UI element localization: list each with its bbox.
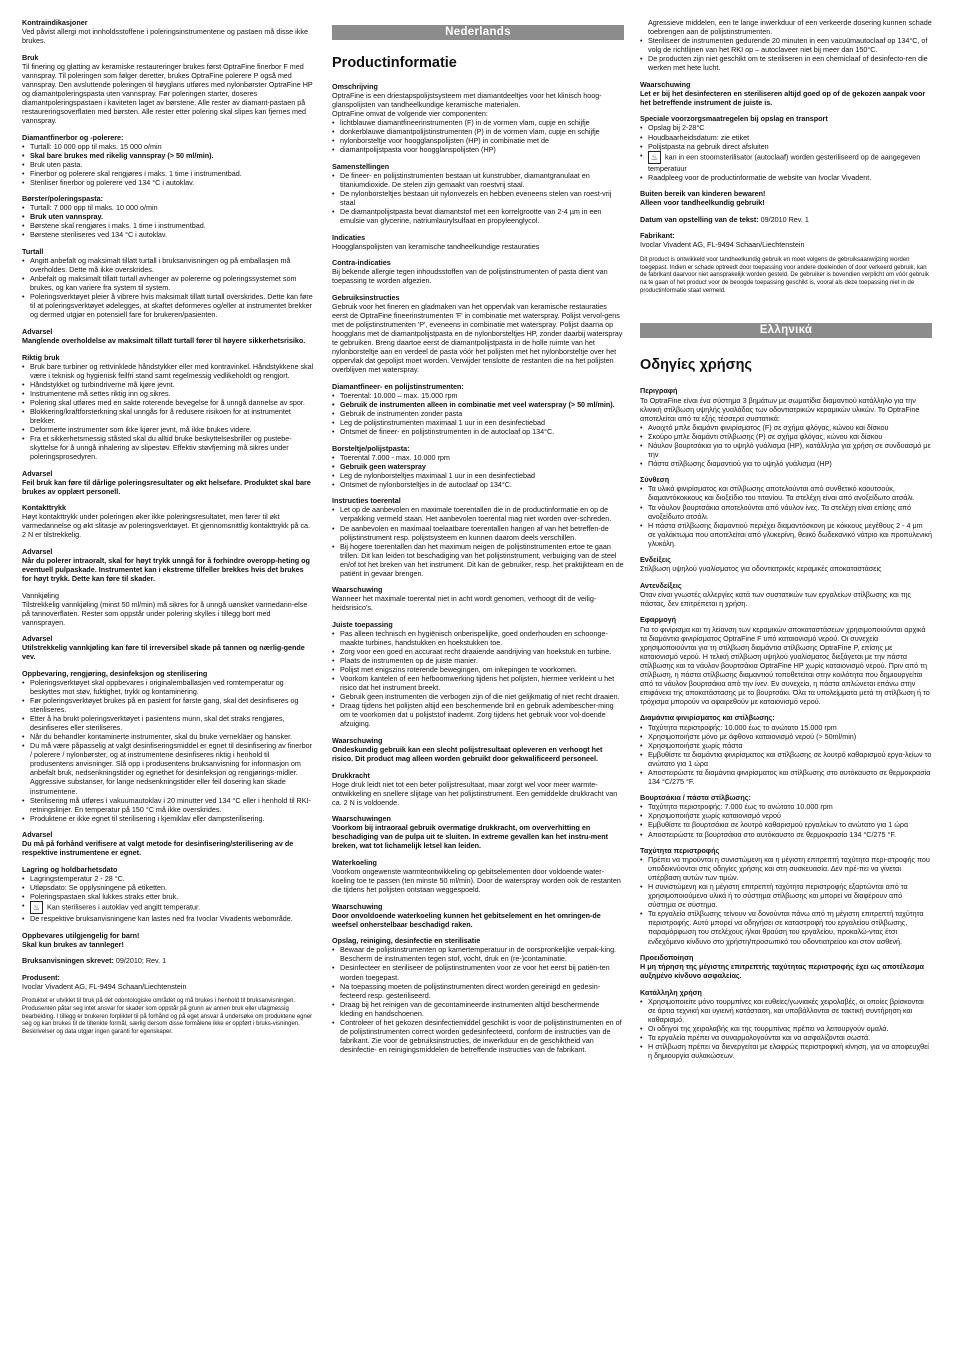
- section-fabrikant: [640, 231, 932, 249]
- warning-line: Skal kun brukes av tannleger!: [22, 939, 124, 949]
- section-juiste-toepassing: [332, 620, 624, 729]
- section-heading: Contra-indicaties: [332, 258, 391, 268]
- bullet-list: [22, 256, 314, 319]
- section-heading: Speciale voorzorgsmaatregelen bij opslag en transport: [640, 114, 828, 124]
- section-text: Høyt kontakttrykk under poleringen øker ikke poleringsresultatet, men fører til økt varmedannelse og økt slitasje av poleringsverktøyet. Et gjennomsnittlig kontakttrykk på ca. 2 N er tilstrekkelig.: [22, 512, 311, 540]
- bullet-list: [640, 123, 932, 181]
- section-toerental: [332, 496, 624, 577]
- bullet-list: [640, 997, 932, 1060]
- section-advarsel: [22, 830, 314, 857]
- section-advarsel: [22, 327, 314, 345]
- list-item: • Νάυλον βουρτσάκια για το υψηλό γυάλισμα (HP), κατάλληλα για χρήση σε συνδυασμό με την: [640, 441, 932, 459]
- section-heading: Gebruiksinstructies: [332, 292, 400, 302]
- list-item: • Χρησιμοποιήστε μόνο με άφθονο καταιονισμό νερού (> 50ml/min): [640, 732, 932, 741]
- section-text: Utilstrekkelig vannkjøling kan føre til irreversibel skade på tannen og nærlig-gende vev.: [22, 643, 305, 662]
- section-diamantia: [640, 713, 932, 785]
- bullet-list: [22, 874, 314, 923]
- section-heading: Waarschuwingen: [332, 814, 391, 824]
- list-item: • Ταχύτητα περιστροφής: 7.000 έως το ανώτατο 10.000 rpm: [640, 802, 932, 811]
- bullet-list: [640, 723, 932, 786]
- section-heading: Drukkracht: [332, 770, 370, 780]
- section-borster: [22, 194, 314, 239]
- section-endeixeis: [640, 555, 932, 573]
- list-item: • diamantpolijstpasta voor hoogglanspolijsten (HP): [332, 145, 624, 154]
- section-voorzorg: [640, 114, 932, 181]
- section-waarschuwing: [332, 902, 624, 929]
- section-opslag-continued: [640, 18, 932, 72]
- section-text: Wanneer het maximale toerental niet in acht wordt genomen, verhoogt dit de veilig-heidsrisico's.: [332, 594, 597, 613]
- section-heading: Oppbevaring, rengjøring, desinfeksjon og sterilisering: [22, 668, 208, 678]
- list-item: • Gebruik de instrumenten alleen in combinatie met veel waterspray (> 50 ml/min).: [332, 400, 624, 409]
- section-gebruiksinstructies: [332, 293, 624, 374]
- section-written-date: [22, 956, 314, 965]
- section-produsent: [22, 973, 314, 991]
- autoclave-icon: ♨: [30, 901, 43, 914]
- section-waarschuwing: [332, 736, 624, 763]
- list-item: • Zorg voor een goed en accuraat recht draaiende aandrijving van hoekstuk en turbine.: [332, 647, 624, 656]
- section-waterkoeling: [332, 858, 624, 894]
- list-item: • Opslag bij 2-28°C: [640, 123, 932, 132]
- section-heading: Kontraindikasjoner: [22, 18, 88, 27]
- date-label: Bruksanvisningen skrevet:: [22, 956, 114, 966]
- section-heading: Εφαρμογή: [640, 615, 676, 625]
- section-text: Η μη τήρηση της μέγιστης επιτρεπτής ταχύτητας περιστροφής έχει ως αποτέλεσμα αυξημένο κίνδυνο ασφαλείας.: [640, 962, 924, 981]
- language-header: Nederlands: [332, 25, 624, 40]
- list-item: • lichtblauwe diamantfineerinstrumenten (F) in de vormen vlam, cupje en schijfje: [332, 118, 624, 127]
- list-item: • Lagringstemperatur 2 - 28 °C.: [22, 874, 314, 883]
- list-item: • Controleer of het gekozen desinfectiemiddel geschikt is voor de polijstinstrumenten en of de polijstinstrumenten correct worden gedesinfecteerd, conform de instructies van de fabrikant. Zie voor de gebruiksinstructies, de inwerkduur en de geschiktheid van desinfectie- en reinigingsmiddelen de betreffende instructies van de fabrikant.: [332, 1018, 624, 1054]
- list-item: • Raadpleeg voor de productinformatie de website van Ivoclar Vivadent.: [640, 173, 932, 182]
- column-dutch-greek: [640, 18, 932, 1068]
- section-text: Agressieve middelen, een te lange inwerkduur of een verkeerde dosering kunnen schade toebrengen aan de polijstinstrumenten.: [648, 18, 932, 37]
- section-heading: Waarschuwing: [332, 736, 383, 745]
- list-item: • Πάστα στίλβωσης διαμαντιού για το υψηλό γυάλισμα (HP): [640, 459, 932, 468]
- list-item: • Toerental 7.000 - max. 10.000 rpm: [332, 453, 624, 462]
- section-omschrijving: [332, 82, 624, 154]
- list-item: • Gebruik geen instrumenten die verbogen zijn of die niet gelijkmatig of niet recht draaien.: [332, 692, 624, 701]
- section-drukkracht: [332, 771, 624, 807]
- section-heading: Borsteltje/polijstpasta:: [332, 443, 410, 453]
- list-item: • Bruk bare turbiner og rettvinklede håndstykker eller med kontravinkel. Håndstykkene skal være i teknisk og hygienisk feilfri stand samt regelmessig vedlikeholdt og rengjort.: [22, 362, 314, 380]
- list-item: • Εμβυθίστε τα βουρτσάκια σε λουτρό καθαρισμού εργαλείων το ανώτατο για 1 ώρα: [640, 820, 932, 829]
- section-heading: Προειδοποίηση: [640, 953, 694, 963]
- list-item: • Πρέπει να τηρούνται η συνιστώμενη και η μέγιστη επιτρεπτή ταχύτητα περι-στροφής που υποδεικνύονται στις οδηγίες χρήσης και στη συσκευασία. Δεν πρέ-πει να γίνεται υπέρβαση αυτών των τιμών.: [640, 855, 932, 882]
- list-item: • Τα υλικά φινιρίσματος και στίλβωσης αποτελούνται από συνθετικό καουτσούκ, διαμαντόκοκκους και διοξείδιο του τιτανίου. Τα στελέχη είναι από ανοξείδωτο ατσάλι.: [640, 484, 932, 502]
- list-item: • Desinfecteer en steriliseer de polijstinstrumenten voor ze voor het eerst bij patiën-ten worden toegepast.: [332, 963, 624, 981]
- section-heading: Lagring og holdbarhetsdato: [22, 864, 118, 874]
- section-text: Hoogglanspolijsten van keramische tandheelkundige restauraties: [332, 241, 540, 251]
- list-item: • Før poleringsverktøyet brukes på en pasient for første gang, skal det desinfiseres og steriliseres.: [22, 696, 314, 714]
- section-waarschuwing: [332, 585, 624, 612]
- section-text: Ondeskundig gebruik kan een slecht polijstresultaat opleveren en verhoogt het risico. Dit product mag alleen worden gebruikt door gekwalificeerd personeel.: [332, 745, 603, 764]
- section-indicaties: [332, 233, 624, 251]
- list-item: • Finerbor og polerere skal rengjøres i maks. 1 time i instrumentbad.: [22, 169, 314, 178]
- list-item: • Fra et sikkerhetsmessig ståsted skal du alltid bruke beskyttelsesbriller og pustebe-skyttelse for å unngå inhalering av slipestøv. Effektiv støvfjerning må sikres under poleringsprosedyren.: [22, 434, 314, 461]
- section-katallili-xrisi: [640, 988, 932, 1060]
- list-item: • Η πάστα στίλβωσης διαμαντιού περιέχει διαμαντόσκονη με κόκκους μεγέθους 2 - 4 μm σε γαλάκτωμα που αποτελείται από γλυκερίνη, θειικό δωδεκανικό νάτριο και προπυλενική γλυκόλη.: [640, 521, 932, 548]
- bullet-list: [332, 629, 624, 729]
- list-item: • Leg de nylonborsteltjes maximaal 1 uur in een desinfectiebad: [332, 471, 624, 480]
- list-item: • Steriliseer de instrumenten gedurende 20 minuten in een vacuümautoclaaf op 134°C, of volg de richtlijnen van het RKI op – autoclaveer niet bij meer dan 150°C.: [640, 36, 932, 54]
- bullet-list: [640, 36, 932, 72]
- list-item: • Bruk uten pasta.: [22, 160, 314, 169]
- bullet-list: [332, 118, 624, 154]
- section-bruk: [22, 53, 314, 125]
- section-text: Ivoclar Vivadent AG, FL-9494 Schaan/Liechtenstein: [640, 240, 805, 250]
- list-item: • Toerental: 10.000 – max. 15.000 rpm: [332, 391, 624, 400]
- section-text: Let er bij het desinfecteren en steriliseren altijd goed op of de gekozen aanpak voor het betreffende instrument de juiste is.: [640, 88, 926, 107]
- autoclave-icon: ♨: [648, 151, 661, 164]
- section-text: Door onvoldoende waterkoeling kunnen het gebitselement en het omringen-de weefsel onherstelbaar beschadigd raken.: [332, 910, 601, 929]
- section-text: Το OptraFine είναι ένα σύστημα 3 βημάτων με σωματίδια διαμαντιού κατάλληλο για την κλινική στίλβωση υψηλής γυαλάδας των οδοντιατρικών κεραμικών υλικών. Το OptraFine αποτελείται από τα εξής τέσσερα συστατικά:: [640, 395, 920, 423]
- section-heading: Waarschuwing: [332, 585, 383, 595]
- list-item-text: kan in een stoomsterilisator (autoclaaf) worden gesteriliseerd op de aangegeven temperatuur: [648, 152, 921, 173]
- section-borsteltje: [332, 444, 624, 489]
- section-contra-indicaties: [332, 258, 624, 285]
- section-diamantfinerbor: [22, 133, 314, 187]
- list-item: • Voorkom kantelen of een hefboomwerking tijdens het polijsten, hiermee verkleint u het risico dat het instrument breekt.: [332, 674, 624, 692]
- list-item: • Τα εργαλεία πρέπει να συναρμολογούνται και να ασφαλίζονται σωστά.: [640, 1033, 932, 1042]
- list-item: • Utløpsdato: Se opplysningene på etiketten.: [22, 883, 314, 892]
- section-text: Til finering og glatting av keramiske restaureringer brukes først OptraFine finerbor F med vannspray. Til poleringen som følger deretter, brukes OptraFine polerere P også med vannspray. Den avsluttende poleringen til høyglans utføres med nylonbørster OptraFine HP og diamantpoleringspasta uten vannspray. Før poleringen starter, doseres diamantpoleringspastaen i kaviteten laget av børstene. Alle rester av diamant-pastaen på restaureringsoverflaten med børsten. Alle rester etter polering skal slipes kan fjernes med vannspray.: [22, 61, 313, 125]
- section-advarsel: [22, 547, 314, 583]
- list-item: • Polijst met enigszins roterende bewegingen, om inkepingen te voorkomen.: [332, 665, 624, 674]
- warning-line: Oppbevares utilgjengelig for barn!: [22, 930, 140, 940]
- list-item: • Χρησιμοποιήστε χωρίς πάστα: [640, 741, 932, 750]
- bullet-list: [332, 453, 624, 489]
- list-item: • Bruk uten vannspray.: [22, 212, 314, 221]
- list-item: • Bewaar de polijstinstrumenten op kamertemperatuur in de oorspronkelijke verpak-king. Bescherm de instrumenten tegen stof, vocht, druk en (re-)contaminatie.: [332, 945, 624, 963]
- section-text: Στίλβωση υψηλού γυαλίσματος για οδοντιατρικές κεραμικές αποκαταστάσεις: [640, 564, 882, 574]
- list-item: • Poleringsverktøyet pleier å vibrere hvis maksimalt tillatt turtall overskrides. Dette kan føre til at poleringsverktøyet ødelegges, at skaftet deformeres og/eller at instrumentet brekker og dermed utgjør en potensiell fare for brukeren/pasienten.: [22, 292, 314, 319]
- list-item: • Houdbaarheidsdatum: zie etiket: [640, 133, 932, 142]
- section-heading: Juiste toepassing: [332, 619, 393, 629]
- section-heading: Αντενδείξεις: [640, 580, 682, 590]
- list-item: • nylonborsteltje voor hoogglanspolijsten (HP) in combinatie met de: [332, 136, 624, 145]
- section-heading: Διαμάντια φινιρίσματος και στίλβωσης:: [640, 713, 775, 723]
- disclaimer-text: Produktet er utviklet til bruk på det odontologiske området og må brukes i henhold til bruksanvisningen. Produsenten påtar seg intet ansvar for skader som oppstår på grunn av annen bruk eller ufagmessig bearbeiding. I tillegg er brukeren forpliktet til på forhånd og på eget ansvar å undersøke om produktene egner seg og kan brukes til de tiltenkte formål, særlig dersom disse formålene ikke er oppført i bruks-visningen. Beskrivelser og data utgjør ingen garanti for egenskaper.: [22, 998, 313, 1036]
- list-item: • Instrumentene må settes riktig inn og sikres.: [22, 389, 314, 398]
- column-dutch: [332, 18, 624, 1061]
- list-item: • Εμβυθίστε τα διαμάντια φινιρίσματος και στίλβωσης σε λουτρό καθαρισμού εργα-λείων το ανώτατο για 1 ώρα: [640, 750, 932, 768]
- list-item-text: Kan steriliseres i autoklav ved angitt temperatur.: [47, 902, 201, 912]
- list-item: • Turtall: 7 000 opp til maks. 10 000 o/min: [22, 203, 314, 212]
- list-item: [640, 151, 932, 173]
- list-item: • Produktene er ikke egnet til sterilisering i kjemiklav eller dampsterilisering.: [22, 814, 314, 823]
- section-perigrafi: [640, 386, 932, 467]
- section-taxytita: [640, 846, 932, 946]
- section-vannkjoling: [22, 591, 314, 627]
- section-heading: Waarschuwing: [332, 901, 383, 911]
- bullet-list: [332, 391, 624, 436]
- list-item: • De respektive bruksanvisningene kan lastes ned fra Ivoclar Vivadents webområde.: [22, 914, 314, 923]
- section-text: Når du polerer intraoralt, skal for høyt trykk unngå for å forhindre overopp-heting og eventuell pulpaskade. Instrumentet kan i ekstreme tilfeller brekkes hvis det brukes for høyt trykk. Dette kan føre til skader.: [22, 555, 310, 584]
- section-vourtsakia: [640, 793, 932, 838]
- list-item: • De diamantpolijstpasta bevat diamantstof met een korrelgrootte van 2-4 µm in een emulsie van glycerine, natriumlaurylsulfaat en propyleenglycol.: [332, 207, 624, 225]
- list-item: • Αποστειρώστε τα βουρτσάκια στο αυτόκαυστο σε θερμοκρασία 134 °C/275 °F.: [640, 830, 932, 839]
- list-item: • Let op de aanbevolen en maximale toerentallen die in de productinformatie en op de verpakking vermeld staan. Het aanbevolen toerental mag niet worden over-schreden.: [332, 505, 624, 523]
- section-advarsel: [22, 634, 314, 661]
- list-item: • Turtall: 10 000 opp til maks. 15 000 o/min: [22, 142, 314, 151]
- section-text: Bij bekende allergie tegen inhoudsstoffen van de polijstinstrumenten of pasta dient van toepassing te worden afgezien.: [332, 267, 608, 286]
- section-efarmogi: [640, 615, 932, 705]
- list-item: • Σκούρο μπλε διαμάντι στίλβωσης (P) σε σχήμα φλόγας, κώνου και δίσκου: [640, 432, 932, 441]
- section-heading: Ενδείξεις: [640, 555, 671, 565]
- section-text: Ivoclar Vivadent AG, FL-9494 Schaan/Liechtenstein: [22, 981, 187, 991]
- section-text: Gebruik voor het fineren en gladmaken van het oppervlak van keramische restauraties eerst de OptraFine fineerinstrumenten 'F' in combinatie met waterspray. Polijst vervol-gens met de polijstinstrumenten 'P', eveneens in combinatie met waterspray. Polijst daarna op hoogglans met de diamantpolijstpasta en de nylonborsteltjes HP, zonder daarbij waterspray te gebruiken. Breng daartoe eerst de diamantpolijstpasta in de holle ruimte van het nylonborsteltje aan en verdeel de pasta vóór het polijsten met het nylonborsteltje over het oppervlak dat gepolijst moet worden. Verwijder tenslotte de restanten die na het polijsten overblijven met waterspray.: [332, 301, 623, 375]
- section-samenstellingen: [332, 162, 624, 225]
- section-heading: Waterkoeling: [332, 858, 377, 868]
- list-item: • Η στίλβωση πρέπει να διενεργείται με ελαφρώς περιστροφική κίνηση, για να αποφευχθεί η δημιουργία αυλακώσεων.: [640, 1042, 932, 1060]
- list-item: • Χρησιμοποιείτε μόνο τουρμπίνες και ευθείες/γωνιακές χειρολαβές, οι οποίες βρίσκονται σε άρτια τεχνική και υγιεινή κατάσταση, και υποβάλλονται σε τακτική συντήρηση και καθαρισμό.: [640, 997, 932, 1024]
- section-heading: Bruk: [22, 52, 39, 62]
- list-item: • Skal bare brukes med rikelig vannspray (> 50 ml/min).: [22, 151, 314, 160]
- list-item: • Når du behandler kontaminerte instrumenter, skal du bruke vernekläer og hansker.: [22, 732, 314, 741]
- section-riktig-bruk: [22, 353, 314, 462]
- date-value: 09/2010 Rev. 1: [760, 214, 809, 224]
- list-item: • Gebruik geen waterspray: [332, 462, 624, 471]
- list-item: • Anbefalt og maksimalt tillatt turtall avhenger av polererne og poleringssystemet som brukes, og kan variere fra system til system.: [22, 274, 314, 292]
- section-text: OptraFine omvat de volgende vier componenten:: [332, 109, 488, 119]
- section-heading: Opslag, reiniging, desinfectie en sterilisatie: [332, 936, 481, 946]
- page-title: Οδηγίες χρήσης: [640, 357, 752, 374]
- section-heading: Βουρτσάκια / πάστα στίλβωσης:: [640, 793, 751, 803]
- bullet-list: [22, 678, 314, 823]
- section-heading: Børster/poleringspasta:: [22, 194, 104, 204]
- list-item: • Leg de polijstinstrumenten maximaal 1 uur in een desinfectiebad: [332, 418, 624, 427]
- section-heading: Ταχύτητα περιστροφής: [640, 846, 720, 856]
- section-waarschuwingen: [332, 814, 624, 850]
- list-item: • Poleringspastaen skal lukkes straks etter bruk.: [22, 892, 314, 901]
- list-item: • De aanbevolen en maximaal toelaatbare toerentallen hangen af van het betreffen-de polijstinstrument resp. polijstsysteem en kunnen daarom deels verschillen.: [332, 524, 624, 542]
- section-warning-children: [640, 189, 932, 207]
- list-item: • Steriliser finerbor og polerere ved 134 °C i autoklav.: [22, 178, 314, 187]
- list-item: • Χρησιμοποιήστε χωρίς καταιονισμό νερού: [640, 811, 932, 820]
- list-item: • Blokkering/kraftforsterkning skal unngås for å redusere risikoen for at instrumentet brekker.: [22, 407, 314, 425]
- section-heading: Advarsel: [22, 830, 53, 840]
- list-item: • Τα νάυλον βουρτσάκια αποτελούνται από νάυλον ίνες. Τα στελέχη είναι επίσης από ανοξείδωτο ατσάλι.: [640, 503, 932, 521]
- bullet-list: [640, 802, 932, 838]
- section-heading: Produsent:: [22, 972, 60, 982]
- list-item: • Τα εργαλεία στίλβωσης τείνουν να δονούνται πάνω από τη μέγιστη επιτρεπτή ταχύτητα περιστροφής. Αυτό μπορεί να οδηγήσει σε καταστροφή του εργαλείου στίλβωσης, παραμόρφωση του στελέχους ή/και θραύση του εργαλείου, προκαλώ-ντας έτσι ενδεχόμενο κίνδυνο στο χρήστη/προσωπικό του οδοντιατρείου και στον ασθενή.: [640, 909, 932, 945]
- section-waarschuwing: [640, 80, 932, 107]
- list-item: • Poleringsverktøyet skal oppbevares i originalemballasjen ved romtemperatur og beskyttes mot støv, fuktighet, trykk og kontaminering.: [22, 678, 314, 696]
- section-warning-children: [22, 931, 314, 949]
- section-heading: Advarsel: [22, 634, 53, 644]
- section-synthesi: [640, 475, 932, 547]
- column-norwegian: [22, 18, 314, 1037]
- list-item: • Håndstykket og turbindriverne må kjøre jevnt.: [22, 380, 314, 389]
- section-text: Hoge druk leidt niet tot een beter polijstresultaat, maar zorgt wel voor meer warmte-ontwikkeling en snellere slijtage van het polijstinstrument. Een gemiddelde drukkracht van ca. 2 N is voldoende.: [332, 779, 618, 807]
- list-item: • Ανοιχτό μπλε διαμάντι φινιρίσματος (F) σε σχήμα φλόγας, κώνου και δίσκου: [640, 423, 932, 432]
- list-item: • De fineer- en polijstinstrumenten bestaan uit kunstrubber, diamantgranulaat en titaniumdioxide. De stelen zijn gemaakt van roestvrij staal.: [332, 171, 624, 189]
- section-heading: Advarsel: [22, 468, 53, 478]
- section-heading: Indicaties: [332, 232, 366, 242]
- section-text: Όταν είναι γνωστές αλλεργίες κατά των συστατικών των εργαλείων στίλβωσης και της πάστας, δεν επιτρέπεται η χρήση.: [640, 589, 911, 608]
- section-text: Ved påvist allergi mot innholdsstoffene i poleringsinstrumentene og pastaen må disse ikke brukes.: [22, 27, 308, 46]
- section-heading: Riktig bruk: [22, 352, 60, 362]
- list-item: • Draag bij het reinigen van de gecontamineerde instrumenten altijd beschermende kleding en handschoenen.: [332, 1000, 624, 1018]
- bullet-list: [22, 362, 314, 462]
- bullet-list: [332, 171, 624, 225]
- list-item: • Polijstpasta na gebruik direct afsluiten: [640, 142, 932, 151]
- date-value: 09/2010; Rev. 1: [115, 956, 167, 966]
- date-label: Datum van opstelling van de tekst:: [640, 214, 759, 224]
- list-item: • Draag tijdens het polijsten altijd een beschermende bril en gebruik adembescher-ming om te voorkomen dat u polijststof inademt. Zorg tijdens het gebruik voor vol-doende afzuiging.: [332, 701, 624, 728]
- bullet-list: [640, 855, 932, 945]
- section-lagring: [22, 865, 314, 923]
- list-item: • Børstene steriliseres ved 134 °C i autoklav.: [22, 230, 314, 239]
- list-item: • Αποστειρώστε τα διαμάντια φινιρίσματος και στίλβωσης στο αυτόκαυστο σε θερμοκρασία 134 °C/275 °F.: [640, 768, 932, 786]
- section-text: Για το φινίρισμα και τη λείανση των κεραμικών αποκαταστάσεων χρησιμοποιούνται αρχικά τα διαμάντια φινιρίσματος OptraFine F υπό καταιονισμό νερού. Οι συνεχεία χρησιμοποιούνται για τη στίλβωση διαμάντια στίλβωσης OptraFine P, επίσης με καταιονισμό νερού. Η τελική στίλβωση υψηλού γυαλίσματος διεξάγεται με την πάστα στίλβωσης και τα νάυλον βουρτσάκια OptraFine HP χωρίς καταιονισμό νερού. Πριν από τη στίλβωση, η πάστα στίλβωσης διαμαντιού τοποθετείται στην κοιλότητα που δημιουργείται από τα νάυλον βουρτσάκια από την ίνεν. Εν συνεχεία, η πάστα απλώνεται επάνω στην επιφάνεια της αποκατάστασης με το βουρτσάκι. Όλα τα υπολείμματα μετά τη στίλβωση ή το τρόχισμα μπορούν να αφαιρεθούν με καταιονισμό νερού.: [640, 624, 930, 706]
- bullet-list: [640, 423, 932, 468]
- list-item: • Polering skal utføres med en sakte roterende bevegelse for å unngå dannelse av spor.: [22, 398, 314, 407]
- section-written-date: [640, 215, 932, 224]
- bullet-list: [640, 484, 932, 547]
- section-text: Feil bruk kan føre til dårlige poleringsresultater og økt helsefare. Produktet skal bare brukes av opplært personell.: [22, 477, 311, 496]
- section-heading: Advarsel: [22, 326, 53, 336]
- list-item: • De nylonborsteltjes bestaan uit nylonvezels en hebben eveneens stelen van roest-vrij staal: [332, 189, 624, 207]
- section-heading: Turtall: [22, 247, 44, 257]
- section-text: Voorkom bij intraoraal gebruik overmatige drukkracht, om oververhitting en beschadiging van de pulpa uit te sluiten. In extreme gevallen kan het instru-ment breken, wat tot lichamelijk letsel kan leiden.: [332, 823, 608, 851]
- section-heading: Samenstellingen: [332, 161, 390, 171]
- list-item: • Plaats de instrumenten op de juiste manier.: [332, 656, 624, 665]
- list-item: • Ontsmet de nylonborsteltjes in de autoclaaf op 134°C.: [332, 480, 624, 489]
- section-opslag: [332, 936, 624, 1054]
- bullet-list: [22, 142, 314, 187]
- list-item: • Sterilisering må utføres i vakuumautoklav i 20 minutter ved 134 °C eller i henhold til RKI-retningslinjer. En temperatur på 150 °C må ikke overskrides.: [22, 796, 314, 814]
- list-item: • donkerblauwe diamantpolijstinstrumenten (P) in de vormen vlam, cupje en schijfje: [332, 127, 624, 136]
- section-oppbevaring: [22, 669, 314, 823]
- page-title: Productinformatie: [332, 55, 457, 71]
- section-heading: Kontakttrykk: [22, 503, 66, 513]
- list-item: • Na toepassing moeten de polijstinstrumenten direct worden gereinigd en gedesin-fecteerd resp. gesteriliseerd.: [332, 982, 624, 1000]
- list-item: • Pas alleen technisch en hygiënisch onberispelijke, goed onderhouden en schoonge-maakte turbines, handstukken en hoekstukken toe.: [332, 629, 624, 647]
- warning-line: Alleen voor tandheelkundig gebruik!: [640, 198, 765, 208]
- list-item: • De producten zijn niet geschikt om te steriliseren in een chemiclaaf of desinfecto-ren die werken met hete lucht.: [640, 54, 932, 72]
- section-heading: Κατάλληλη χρήση: [640, 987, 702, 997]
- list-item: • Ταχύτητα περιστροφής: 10.000 έως το ανώτατο 15.000 rpm: [640, 723, 932, 732]
- list-item: • Angitt anbefalt og maksimalt tillatt turtall i bruksanvisningen og på emballasjen må overholdes. Dette må ikke overskrides.: [22, 256, 314, 274]
- list-item: • Gebruik de instrumenten zonder pasta: [332, 409, 624, 418]
- section-turtall: [22, 247, 314, 319]
- language-header: Ελληνικά: [640, 323, 932, 338]
- list-item: • Η συνιστώμενη και η μέγιστη επιτρεπτή ταχύτητα περιστροφής εξαρτώνται από τα χρησιμοποιούμενα υλικά ή το σύστημα στίλβωσης και μπορεί να διαφέρουν από σύστημα σε σύστημα.: [640, 882, 932, 909]
- section-advarsel: [22, 469, 314, 496]
- bullet-list: [22, 203, 314, 239]
- section-heading: Waarschuwing: [640, 79, 691, 89]
- section-heading: Omschrijving: [332, 82, 378, 91]
- bullet-list: [332, 505, 624, 577]
- section-heading: Περιγραφή: [640, 386, 678, 396]
- section-text: Du må på forhånd verifisere at valgt metode for desinfisering/sterilisering av de respektive instrumentene er egnet.: [22, 839, 294, 858]
- warning-line: Buiten bereik van kinderen bewaren!: [640, 189, 766, 199]
- list-item: • Deformerte instrumenter som ikke kjører jevnt, må ikke brukes videre.: [22, 425, 314, 434]
- bullet-list: [332, 945, 624, 1054]
- list-item: • Du må være påpasselig at valgt desinfiseringsmiddel er egnet til desinfisering av finerbor / polerere / nylonbørster, og at instrumentene desinfiseres riktig i henhold til produsentens anvisninger. Slå opp i produsentens bruksanvisning for informasjon om anbefalt bruk, nedsenkningstider og egnethet for desinfeksjon og rengjørings-midler. Aggressive substanser, for lange nedsenkningstider eller feil dosering kan skade instrumentene.: [22, 741, 314, 795]
- list-item: [22, 901, 314, 914]
- list-item: • Οι οδηγοί της χειρολαβής και της τουρμπίνας πρέπει να λειτουργούν ομαλά.: [640, 1024, 932, 1033]
- section-kontraindikasjoner: [22, 18, 314, 45]
- list-item: • Etter å ha brukt poleringsverktøyet i pasientens munn, skal det straks rengjøres, desinfiseres eller steriliseres.: [22, 714, 314, 732]
- section-proeidopoiisi: [640, 953, 932, 980]
- section-text: OptraFine is een driestapspolijstsysteem met diamantdeeltjes voor het klinisch hoog-glanspolijsten van tandheelkundige keramische materialen.: [332, 91, 602, 110]
- section-text: Voorkom ongewenste warmteontwikkeling op gebitselementen door voldoende water-koeling toe te passen (ten minste 50 ml/min). Door de waterspray worden ook de restanten die tijdens het polijsten ontstaan weggespoeld.: [332, 867, 621, 895]
- disclaimer-text: Dit product is ontwikkeld voor tandheelkundig gebruik en moet volgens de gebruiksaanwijzing worden toegepast. Indien er schade optreedt door toepassing voor andere doeleinden of door verkeerd gebruik, kan de fabrikant daarvoor niet aansprakelijk worden gesteld. De gebruiker is bovendien verplicht om vóór gebruik na te gaan of het product voor de beoogde toepassing geschikt is, vooral als deze toepassing niet in de productinformatie staat vermeld.: [640, 256, 929, 294]
- section-heading: Advarsel: [22, 546, 53, 556]
- section-antendeixeis: [640, 581, 932, 608]
- section-diamantfineer: [332, 382, 624, 436]
- section-text: Tilstrekkelig vannkjøling (minst 50 ml/min) må sikres for å unngå uønsket varmedann-else på tannoverflaten. Rester som oppstår under polering skylles i tillegg bort med vannsprayen.: [22, 599, 308, 627]
- section-heading: Diamantfineer- en polijstinstrumenten:: [332, 381, 464, 391]
- list-item: • Bij hogere toerentallen dan het maximum neigen de polijstinstrumenten ertoe te gaan trillen. Dit kan leiden tot beschadiging van het polijstinstrument, verbuiging van de steel en/of tot het breken van het instrument. Dit kan de gebruiker, resp. het praktijkteam en de patiënt in gevaar brengen.: [332, 542, 624, 578]
- section-heading: Instructies toerental: [332, 496, 401, 506]
- section-heading: Σύνθεση: [640, 475, 670, 485]
- section-heading: Vannkjøling: [22, 590, 60, 600]
- section-text: Manglende overholdelse av maksimalt tillatt turtall fører til høyere sikkerhetsrisiko.: [22, 335, 306, 345]
- section-heading: Diamantfinerbor og -polerere:: [22, 132, 124, 142]
- list-item: • Børstene skal rengjøres i maks. 1 time i instrumentbad.: [22, 221, 314, 230]
- list-item: • Ontsmet de fineer- en polijstinstrumenten in de autoclaaf op 134°C.: [332, 427, 624, 436]
- section-heading: Fabrikant:: [640, 231, 675, 241]
- section-kontakttrykk: [22, 503, 314, 539]
